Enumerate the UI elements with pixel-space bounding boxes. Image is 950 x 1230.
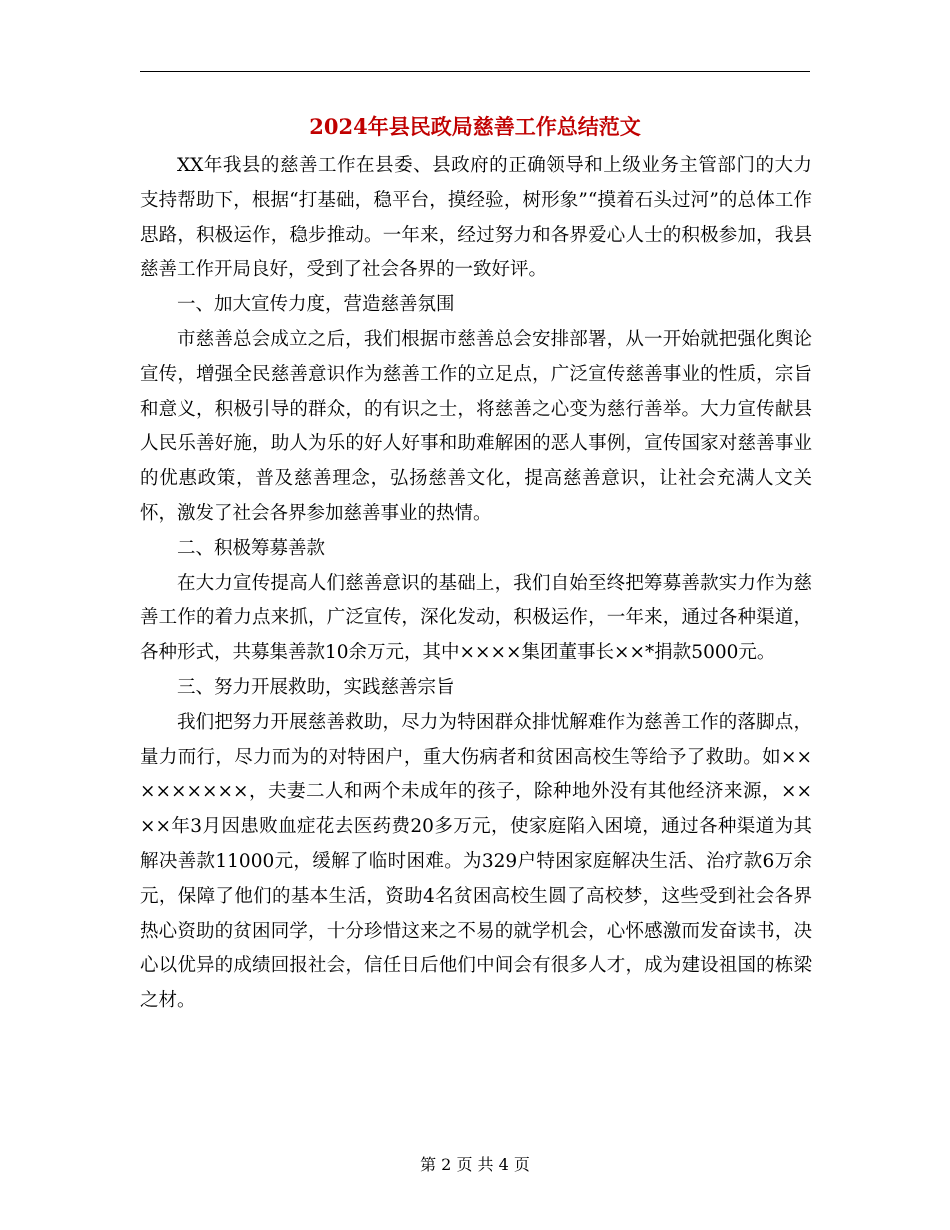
document-body [140,149,812,1019]
section-heading-1: 一、加大宣传力度，营造慈善氛围 [177,294,455,316]
header-rule [140,71,810,72]
page-number-footer: 第 2 页 共 4 页 [420,1155,530,1174]
paragraph-intro: XX年我县的慈善工作在县委、县政府的正确领导和上级业务主管部门的大力支持帮助下，根据“打基础，稳平台，摸经验，树形象”“摸着石头过河”的总体工作思路，积极运作，稳步推动。一年来，经过努力和各界爱心人士的积极参加，我县慈善工作开局良好，受到了社会各界的一致好评。 [140,155,812,281]
document-title: 2024年县民政局慈善工作总结范文 [309,114,641,139]
paragraph-publicity: 市慈善总会成立之后，我们根据市慈善总会安排部署，从一开始就把强化舆论宣传，增强全民慈善意识作为慈善工作的立足点，广泛宣传慈善事业的性质，宗旨和意义，积极引导的群众，的有识之士，将慈善之心变为慈行善举。大力宣传献县人民乐善好施，助人为乐的好人好事和助难解困的恶人事例，宣传国家对慈善事业的优惠政策，普及慈善理念，弘扬慈善文化，提高慈善意识，让社会充满人文关怀，激发了社会各界参加慈善事业的热情。 [140,328,812,524]
section-heading-3: 三、努力开展救助，实践慈善宗旨 [177,676,455,698]
section-heading-2: 二、积极筹募善款 [177,537,326,559]
paragraph-assistance: 我们把努力开展慈善救助，尽力为特困群众排忧解难作为慈善工作的落脚点，量力而行，尽力而为的对特困户，重大伤病者和贫困高校生等给予了救助。如×××××××××，夫妻二人和两个未成年的孩子，除种地外没有其他经济来源，××××年3月因患败血症花去医药费20多万元，使家庭陷入困境，通过各种渠道为其解决善款11000元，缓解了临时困难。为329户特困家庭解决生活、治疗款6万余元，保障了他们的基本生活，资助4名贫困高校生圆了高校梦，这些受到社会各界热心资助的贫困同学，十分珍惜这来之不易的就学机会，心怀感激而发奋读书，决心以优异的成绩回报社会，信任日后他们中间会有很多人才，成为建设祖国的栋梁之材。 [140,711,812,1012]
paragraph-fundraising: 在大力宣传提高人们慈善意识的基础上，我们自始至终把筹募善款实力作为慈善工作的着力点来抓，广泛宣传，深化发动，积极运作，一年来，通过各种渠道，各种形式，共募集善款10余万元，其中××××集团董事长××*捐款5000元。 [140,572,812,664]
